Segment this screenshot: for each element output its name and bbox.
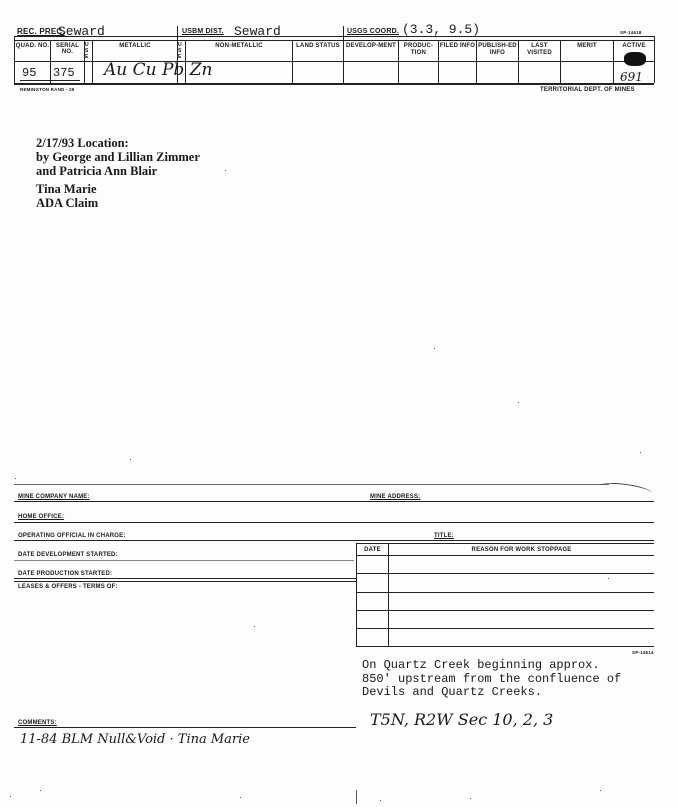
table-date-header: DATE — [364, 547, 381, 553]
date-development-label: DATE DEVELOPMENT STARTED: — [18, 552, 118, 558]
table-reason-header: REASON FOR WORK STOPPAGE — [471, 547, 572, 553]
title-label: TITLE: — [434, 533, 454, 539]
col-active: ACTIVE — [622, 43, 646, 49]
col-quad-no: QUAD. NO. — [15, 43, 50, 49]
mine-company-label: MINE COMPANY NAME: — [18, 494, 90, 500]
leases-label: LEASES & OFFERS - TERMS OF: — [18, 584, 118, 590]
location-names-line-1: by George and Lillian Zimmer — [36, 150, 200, 164]
col-merit: MERIT — [577, 43, 597, 49]
comments-label: COMMENTS: — [18, 720, 57, 726]
dist-label: USBM DIST. — [182, 28, 224, 35]
col-serial-no: SERIAL NO. — [55, 43, 80, 55]
location-block — [36, 136, 200, 178]
col-use-2: USE — [178, 42, 182, 60]
rec-value: Seward — [58, 24, 105, 39]
territorial-footer: TERRITORIAL DEPT. OF MINES — [540, 87, 635, 93]
claim-block — [36, 182, 98, 210]
claim-type: ADA Claim — [36, 196, 99, 210]
claim-name: Tina Marie — [36, 182, 97, 196]
col-metallic: METALLIC — [119, 43, 151, 49]
col-last-visited: LAST VISITED — [527, 43, 552, 56]
col-non-metallic: NON-METALLIC — [215, 43, 263, 49]
form-number-2: SP-14614 — [632, 650, 654, 655]
col-published-info: PUBLISH-ED INFO — [478, 43, 517, 56]
col-development: DEVELOP-MENT — [345, 43, 397, 49]
coord-value: (3.3, 9.5) — [402, 22, 481, 37]
location-names-line-2: and Patricia Ann Blair — [36, 164, 158, 178]
metallic-value: Au Cu Pb Zn — [104, 60, 213, 80]
operating-official-label: OPERATING OFFICIAL IN CHARGE: — [18, 533, 126, 539]
mine-address-label: MINE ADDRESS: — [370, 494, 421, 500]
col-use-1: USE — [85, 42, 89, 60]
form-number: SP-14618 — [620, 30, 642, 35]
active-value: 691 — [620, 70, 643, 84]
serial-no-value: 375 — [53, 66, 75, 80]
handwritten-location: T5N, R2W Sec 10, 2, 3 — [370, 710, 554, 729]
col-filed-info: FILED INFO — [439, 43, 476, 49]
coord-label: USGS COORD. — [347, 28, 399, 35]
dist-value: Seward — [234, 24, 281, 39]
comments-value: 11-84 BLM Null&Void · Tina Marie — [20, 732, 250, 747]
black-tab-mark — [624, 52, 646, 66]
col-land-status: LAND STATUS — [296, 43, 340, 49]
location-date-line: 2/17/93 Location: — [36, 136, 129, 150]
home-office-label: HOME OFFICE: — [18, 514, 65, 520]
col-production: PRODUC-TION — [403, 43, 434, 56]
rec-label: REC. PREC. — [17, 27, 65, 36]
remington-footer: REMINGTON RAND - 29 — [20, 87, 75, 92]
location-note: On Quartz Creek beginning approx. 850' upstream from the confluence of Devils and Quartz Creeks. — [362, 658, 622, 699]
quad-no-value: 95 — [22, 66, 37, 80]
date-production-label: DATE PRODUCTION STARTED: — [18, 571, 113, 577]
